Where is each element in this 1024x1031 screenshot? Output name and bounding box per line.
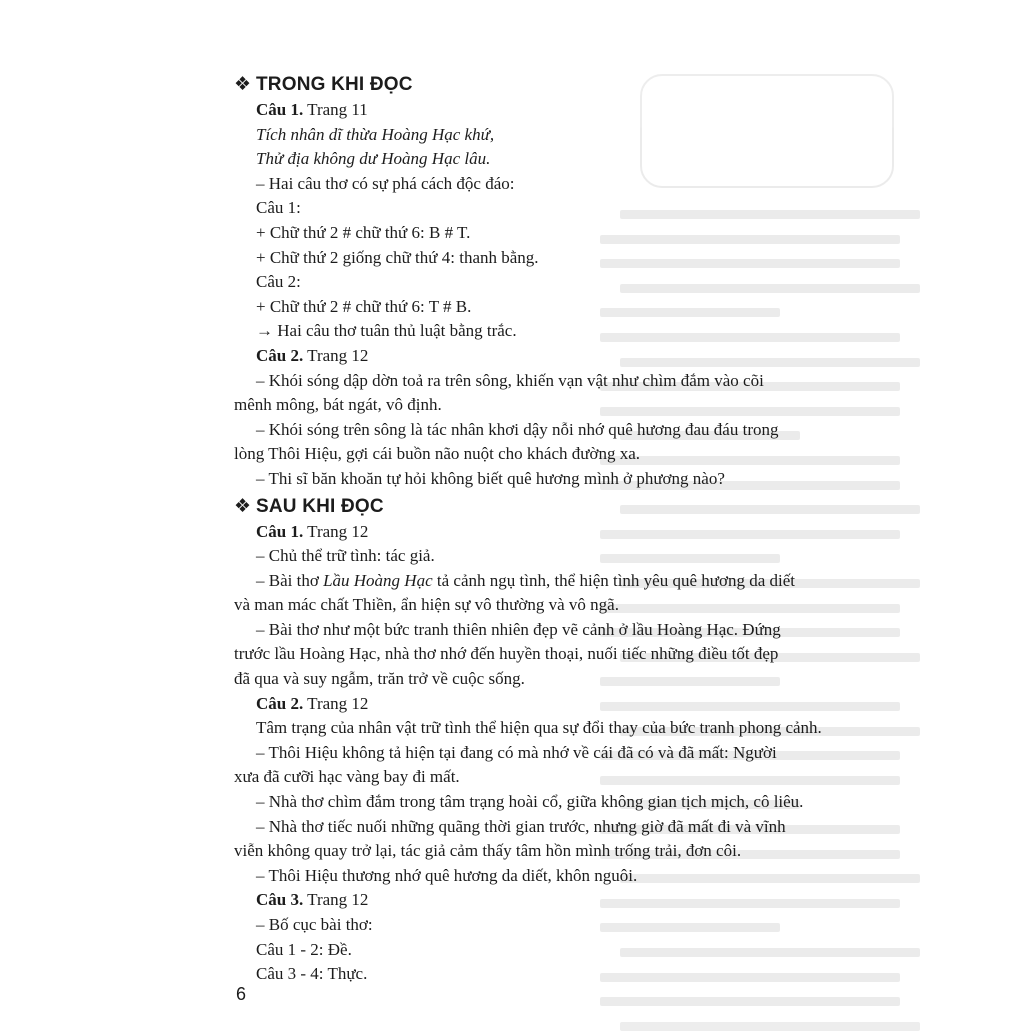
text-line: Tâm trạng của nhân vật trữ tình thể hiện qua sự đổi thay của bức tranh phong cảnh. xyxy=(256,718,822,738)
text-segment: tả cảnh ngụ tình, thể hiện tình yêu quê hương da diết xyxy=(432,570,796,590)
text-line: Câu 1 - 2: Đề. xyxy=(256,939,352,959)
question-heading xyxy=(234,888,854,913)
text-line: Câu 2: xyxy=(256,272,301,292)
text-line xyxy=(234,569,854,594)
text-line-continued: trước lầu Hoàng Hạc, nhà thơ nhớ đến huyền thoại, nuối tiếc những điều tốt đẹp xyxy=(234,644,779,664)
question-heading xyxy=(234,692,854,717)
diamond-bullet-icon: ❖ xyxy=(234,495,252,517)
text-line-continued: xưa đã cưỡi hạc vàng bay đi mất. xyxy=(234,767,460,787)
text-line: – Thôi Hiệu thương nhớ quê hương da diết, khôn nguôi. xyxy=(256,865,638,885)
text-line: + Chữ thứ 2 giống chữ thứ 4: thanh bằng. xyxy=(256,247,539,267)
text-line: – Bài thơ như một bức tranh thiên nhiên đẹp vẽ cảnh ở lầu Hoàng Hạc. Đứng xyxy=(256,619,781,639)
section-heading xyxy=(234,494,854,520)
text-line-continued: và man mác chất Thiền, ẩn hiện sự vô thường và vô ngã. xyxy=(234,595,619,615)
text-line: – Nhà thơ tiếc nuối những quãng thời gian trước, nhưng giờ đã mất đi và vĩnh xyxy=(256,816,786,836)
question-label: Câu 2. xyxy=(256,693,304,713)
poem-line: Tích nhân dĩ thừa Hoàng Hạc khứ, xyxy=(256,124,495,144)
section-heading xyxy=(234,72,854,98)
text-line: Câu 1: xyxy=(256,198,301,218)
question-heading xyxy=(234,520,854,545)
text-line: Câu 3 - 4: Thực. xyxy=(256,964,368,984)
document-body xyxy=(234,72,854,987)
poem-line: Thử địa không dư Hoàng Hạc lâu. xyxy=(256,149,491,169)
text-segment: – Bài thơ xyxy=(256,570,324,590)
text-line-continued: lòng Thôi Hiệu, gợi cái buồn não nuột cho khách đường xa. xyxy=(234,444,640,464)
text-line-continued: đã qua và suy ngẫm, trăn trở về cuộc sống. xyxy=(234,669,525,689)
text-line-continued: viễn không quay trở lại, tác giả cảm thấy tâm hồn mình trống trải, đơn côi. xyxy=(234,841,742,861)
text-line: – Khói sóng trên sông là tác nhân khơi dậy nỗi nhớ quê hương đau đáu trong xyxy=(256,419,779,439)
question-label: Câu 1. xyxy=(256,521,304,541)
text-line: – Chủ thể trữ tình: tác giả. xyxy=(256,546,435,566)
section-title: TRONG KHI ĐỌC xyxy=(256,74,413,95)
text-line-continued: mênh mông, bát ngát, vô định. xyxy=(234,395,442,415)
question-page-ref: Trang 12 xyxy=(303,693,369,713)
text-line: + Chữ thứ 2 # chữ thứ 6: B # T. xyxy=(256,222,471,242)
question-page-ref: Trang 12 xyxy=(303,345,369,365)
question-heading xyxy=(234,98,854,123)
question-page-ref: Trang 11 xyxy=(303,100,368,119)
text-line: – Nhà thơ chìm đắm trong tâm trạng hoài cổ, giữa không gian tịch mịch, cô liêu. xyxy=(256,792,804,812)
text-line: – Thôi Hiệu không tả hiện tại đang có mà nhớ về cái đã có và đã mất: Người xyxy=(256,742,777,762)
question-label: Câu 2. xyxy=(256,345,304,365)
text-line: → Hai câu thơ tuân thủ luật bằng trắc. xyxy=(256,321,517,341)
text-line: – Khói sóng dập dờn toả ra trên sông, khiến vạn vật như chìm đắm vào cõi xyxy=(256,370,764,390)
diamond-bullet-icon: ❖ xyxy=(234,74,252,95)
question-label: Câu 1. xyxy=(256,100,304,119)
question-label: Câu 3. xyxy=(256,890,304,910)
question-page-ref: Trang 12 xyxy=(303,890,369,910)
italic-title: Lầu Hoàng Hạc xyxy=(323,570,433,590)
text-line: – Hai câu thơ có sự phá cách độc đáo: xyxy=(256,173,515,193)
question-page-ref: Trang 12 xyxy=(303,521,369,541)
text-line: – Thi sĩ băn khoăn tự hỏi không biết quê hương mình ở phương nào? xyxy=(256,468,725,488)
text-line: + Chữ thứ 2 # chữ thứ 6: T # B. xyxy=(256,296,472,316)
question-heading xyxy=(234,344,854,369)
text-line: – Bố cục bài thơ: xyxy=(256,915,373,934)
section-title: SAU KHI ĐỌC xyxy=(256,495,384,517)
page-number: 6 xyxy=(236,984,247,1004)
